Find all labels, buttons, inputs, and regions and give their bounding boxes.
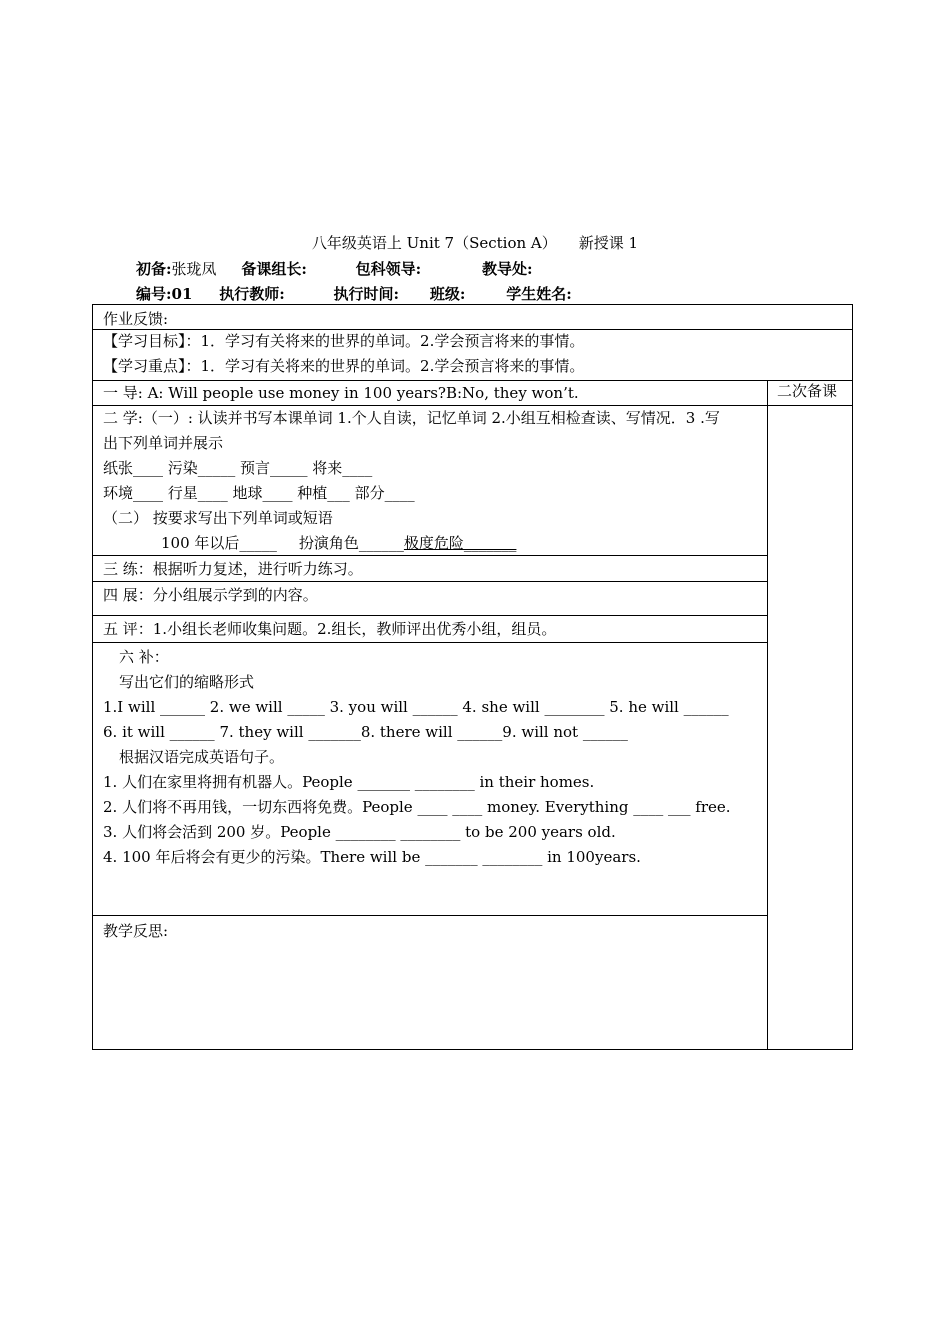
learning-goal: 【学习目标】：1．学习有关将来的世界的单词。2.学会预言将来的事情。 (103, 332, 585, 350)
vocab-line: 环境____ 行星____ 地球____ 种植___ 部分____ (103, 484, 415, 502)
row-divider (93, 615, 767, 616)
prep-label: 初备: (136, 260, 172, 278)
vocab-line: 纸张____ 污染_____ 预言_____ 将来____ (103, 459, 373, 477)
teacher-label: 执行教师: (219, 285, 285, 303)
learning-focus: 【学习重点】：1．学习有关将来的世界的单词。2.学会预言将来的事情。 (103, 357, 585, 375)
lesson-plan-table (92, 304, 853, 1050)
translation-sentence: 2. 人们将不再用钱，一切东西将免费。People ____ ____ money. Everything ____ ___ free. (103, 798, 731, 816)
row-divider (93, 329, 852, 330)
row-divider (93, 380, 852, 381)
translation-sentence: 3. 人们将会活到 200 岁。People ________ ________ to be 200 years old. (103, 823, 616, 841)
step-supplement: 六 补： (119, 648, 169, 666)
phrase-line (161, 534, 516, 552)
row-divider (93, 555, 767, 556)
title-lesson-type: 新授课 1 (578, 234, 639, 252)
phrase-item: 扮演角色______ (298, 534, 404, 552)
step-practice: 三 练：根据听力复述，进行听力练习。 (103, 560, 363, 578)
contraction-line: 1.I will ______ 2. we will _____ 3. you will ______ 4. she will ________ 5. he will ______ (103, 698, 729, 716)
row-divider (93, 915, 767, 916)
header-row-2 (136, 283, 572, 304)
page-title (0, 232, 950, 253)
translation-sentence: 4. 100 年后将会有更少的污染。There will be _______ ________ in 100years. (103, 848, 641, 866)
homework-feedback: 作业反馈: (103, 310, 169, 328)
group-leader-label: 备课组长: (241, 260, 307, 278)
title-main: 八年级英语上 Unit 7（Section A） (311, 234, 557, 252)
number-label: 编号:01 (136, 285, 193, 303)
subject-leader-label: 包科领导: (355, 260, 422, 278)
office-label: 教导处: (482, 260, 533, 278)
translation-sentence: 1. 人们在家里将拥有机器人。People _______ ________ in their homes. (103, 773, 595, 791)
teaching-reflection: 教学反思: (103, 922, 169, 940)
step-learn-line: 二 学:（一）: 认读并书写本课单词 1.个人自读，记忆单词 2.小组互相检查读、写情况．3 .写 (103, 409, 720, 427)
contraction-instruction: 写出它们的缩略形式 (119, 673, 255, 691)
contraction-line: 6. it will ______ 7. they will _______8. there will ______9. will not ______ (103, 723, 628, 741)
prep-name: 张珑凤 (171, 260, 217, 278)
time-label: 执行时间: (333, 285, 400, 303)
step-show: 四 展：分小组展示学到的内容。 (103, 586, 318, 604)
step-learn-line: 出下列单词并展示 (103, 434, 224, 452)
phrase-item: 极度危险_______ (403, 534, 517, 552)
step-evaluate: 五 评：1.小组长老师收集问题。2.组长，教师评出优秀小组，组员。 (103, 620, 557, 638)
row-divider (93, 581, 767, 582)
row-divider (93, 405, 852, 406)
header-row-1 (136, 258, 533, 279)
class-label: 班级: (429, 285, 466, 303)
row-divider (93, 642, 767, 643)
second-prep-label: 二次备课 (777, 382, 838, 400)
phrase-instruction: （二） 按要求写出下列单词或短语 (103, 509, 333, 527)
student-name-label: 学生姓名: (506, 285, 572, 303)
step-guide: 一 导: A: Will people use money in 100 years?B:No, they won’t. (103, 384, 579, 402)
column-divider (767, 380, 768, 1049)
phrase-item: 100 年以后_____ (161, 534, 277, 552)
translation-instruction: 根据汉语完成英语句子。 (119, 748, 285, 766)
